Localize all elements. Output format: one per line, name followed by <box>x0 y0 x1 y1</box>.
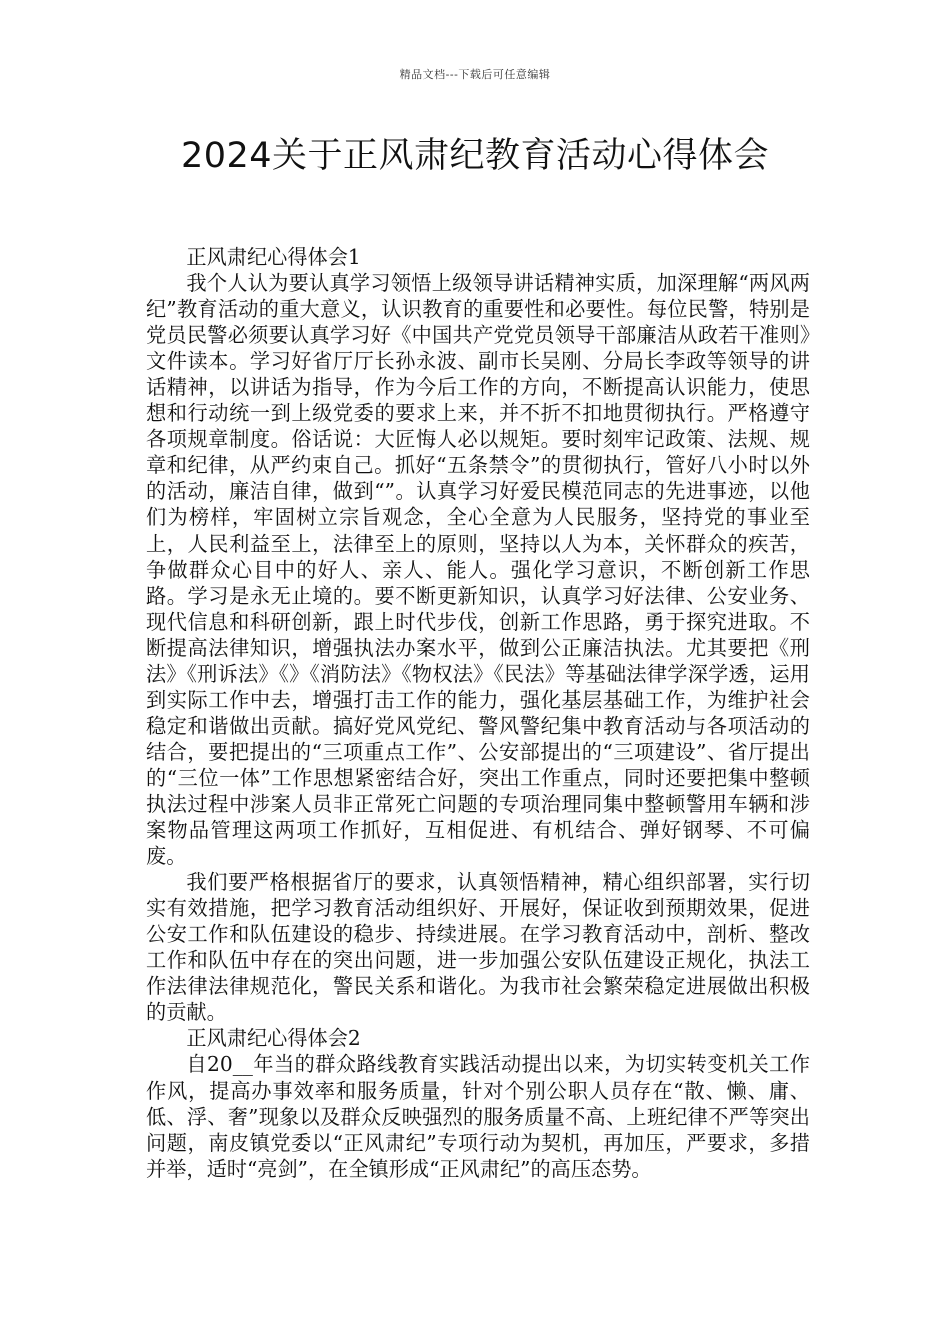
body-paragraph: 自20__年当的群众路线教育实践活动提出以来，为切实转变机关工作作风，提高办事效率和服务质量，针对个别公职人员存在“散、懒、庸、低、浮、奢”现象以及群众反映强烈的服务质量不高、上班纪律不严等突出问题，南皮镇党委以“正风肃纪”专项行动为契机，再加压，严要求，多措并举，适时“亮剑”，在全镇形成“正风肃纪”的高压态势。 <box>146 1052 810 1181</box>
body-paragraph: 我个人认为要认真学习领悟上级领导讲话精神实质，加深理解“两风两纪”教育活动的重大意义，认识教育的重要性和必要性。每位民警，特别是党员民警必须要认真学习好《中国共产党党员领导干部廉洁从政若干准则》文件读本。学习好省厅厅长孙永波、副市长吴刚、分局长李政等领导的讲话精神，以讲话为指导，作为今后工作的方向，不断提高认识能力，使思想和行动统一到上级党委的要求上来，并不折不扣地贯彻执行。严格遵守各项规章制度。俗话说：大匠悔人必以规矩。要时刻牢记政策、法规、规章和纪律，从严约束自己。抓好“五条禁令”的贯彻执行，管好八小时以外的活动，廉洁自律，做到“”。认真学习好爱民模范同志的先进事迹，以他们为榜样，牢固树立宗旨观念，全心全意为人民服务，坚持党的事业至上，人民利益至上，法律至上的原则，坚持以人为本，关怀群众的疾苦，争做群众心目中的好人、亲人、能人。强化学习意识，不断创新工作思路。学习是永无止境的。要不断更新知识，认真学习好法律、公安业务、现代信息和科研创新，跟上时代步伐，创新工作思路，勇于探究进取。不断提高法律知识，增强执法办案水平，做到公正廉洁执法。尤其要把《刑法》《刑诉法》《》《消防法》《物权法》《民法》等基础法律学深学透，运用到实际工作中去，增强打击工作的能力，强化基层基础工作，为维护社会稳定和谐做出贡献。搞好党风党纪、警风警纪集中教育活动与各项活动的结合，要把提出的“三项重点工作”、公安部提出的“三项建设”、省厅提出的“三位一体”工作思想紧密结合好，突出工作重点，同时还要把集中整顿执法过程中涉案人员非正常死亡问题的专项治理同集中整顿警用车辆和涉案物品管理这两项工作抓好，互相促进、有机结合、弹好钢琴、不可偏废。 <box>146 271 810 869</box>
body-paragraph: 我们要严格根据省厅的要求，认真领悟精神，精心组织部署，实行切实有效措施，把学习教育活动组织好、开展好，保证收到预期效果，促进公安工作和队伍建设的稳步、持续进展。在学习教育活动中，剖析、整改工作和队伍中存在的突出问题，进一步加强公安队伍建设正规化，执法工作法律法律规范化，警民关系和谐化。为我市社会繁荣稳定进展做出积极的贡献。 <box>146 870 810 1025</box>
document-body <box>146 244 810 1182</box>
section-heading: 正风肃纪心得体会1 <box>186 245 361 269</box>
header-note: 精品文档---下载后可任意编辑 <box>399 68 551 81</box>
document-title: 2024关于正风肃纪教育活动心得体会 <box>180 136 770 176</box>
section-heading: 正风肃纪心得体会2 <box>186 1026 361 1051</box>
